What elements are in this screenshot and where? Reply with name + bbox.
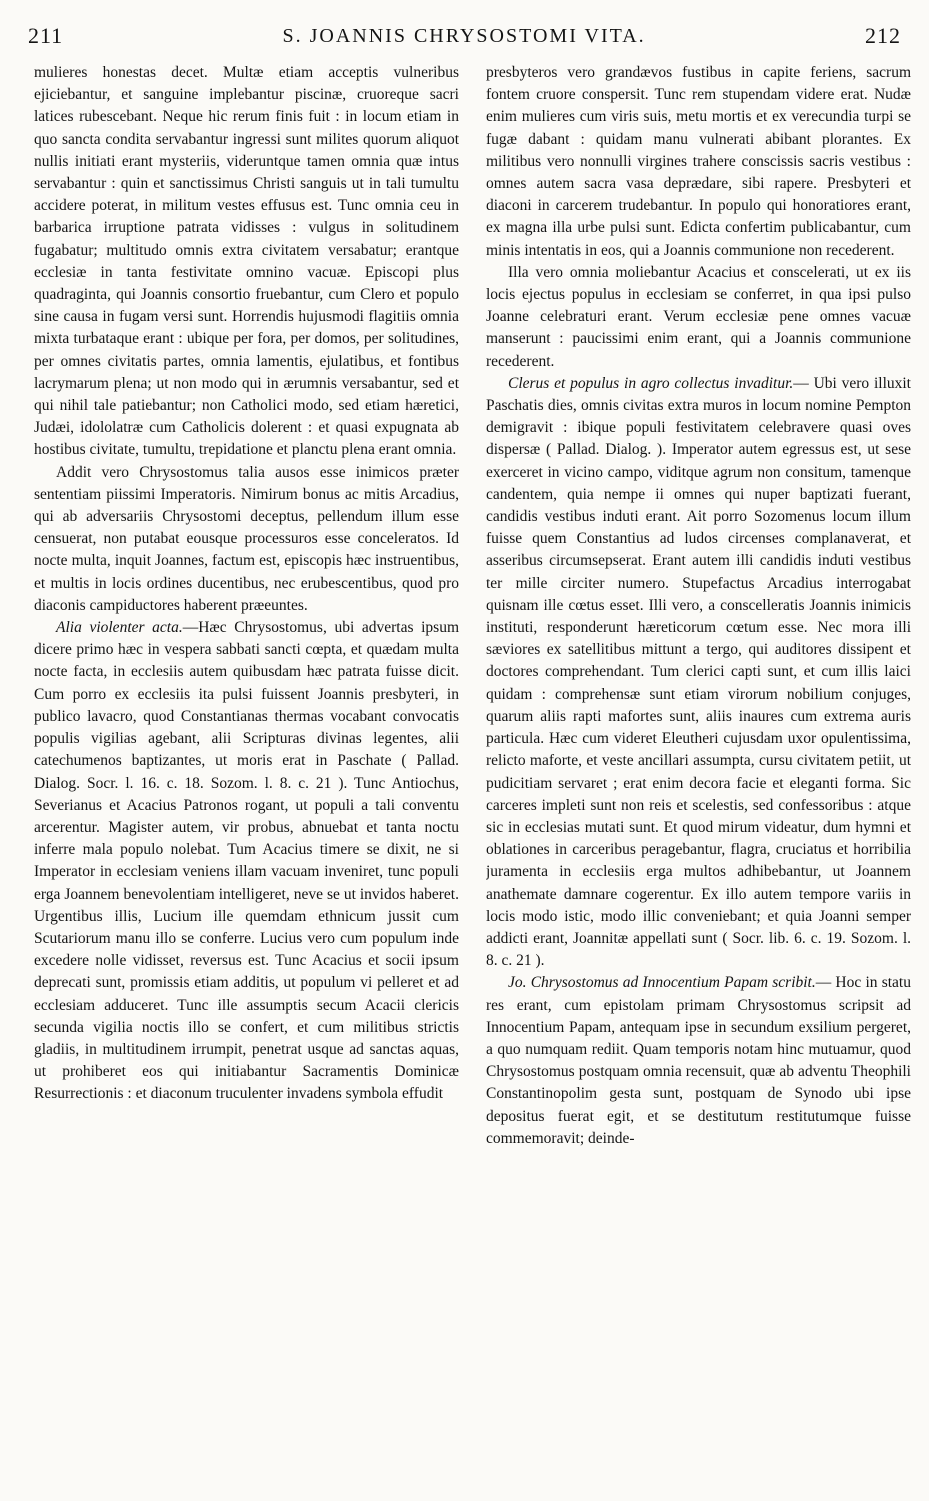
- running-header: [28, 16, 901, 56]
- paragraph-text: —Hæc Chrysostomus, ubi advertas ipsum dicere primo hæc in vespera sabbati sancti cœpta, et quædam multa nocte facta, in ecclesiis autem quibusdam hæc patrata fuisse dicit. Cum porro ex ecclesiis ita pulsi fuissent Joannis presbyteri, in publico lavacro, quod Constantianas thermas vocabant convocatis populis vigilias agebant, alii Scripturas divinas legentes, alii catechumenos baptizantes, ut moris erat in Paschate ( Pallad. Dialog. Socr. l. 16. c. 18. Sozom. l. 8. c. 21 ). Tunc Antiochus, Severianus et Acacius Patronos rogant, ut populi a tali conventu arcerentur. Magister autem, vir probus, abnuebat et tanta noctu inferre mala populo nolebat. Tum Acacius timere se dixit, ne si Imperator in ecclesiam veniens illam vacuam inveniret, tunc populi erga Joannem benevolentiam intelligeret, neve se ut invidos haberet. Urgentibus illis, Lucium ille quemdam ethnicum jussit cum Scutariorum manu illo se conferre. Lucius vero cum populum inde excedere nolle vidisset, reversus est. Tunc Acacius et socii ipsum deprecati sunt, promissis etiam additis, ut populum vi pelleret et ad ecclesiam adduceret. Tunc ille assumptis secum Acacii clericis secunda vigilia noctis illo se confert, et cum militibus strictis gladiis, in multitudinem irrumpit, penetrat usque ad sanctas aquas, ut prohiberet eos qui initiabantur Sacramentis Dominicæ Resurrectionis : et diaconum truculenter invadens symbola effudit: [34, 619, 459, 1103]
- page-number-right: 212: [864, 23, 901, 48]
- left-column: [34, 62, 459, 1490]
- paragraph: [486, 972, 911, 1150]
- right-column: [486, 62, 911, 1490]
- section-heading: Jo. Chrysostomus ad Innocentium Papam scribit.: [508, 974, 816, 992]
- paragraph-text: — Ubi vero illuxit Paschatis dies, omnis civitas extra muros in locum nomine Pempton demigravit : ibique populi festivitatem celebravere quasi oves dispersæ ( Pallad. Dialog. ). Imperator autem egressus est, ut sese exerceret in vicino campo, viditque agrum non consitum, tamenque candentem, quia nempe ii omnes qui nuper baptizati fuerant, candidis vestibus induti erant. Ait porro Sozomenus locum illum fuisse quem Constantius ad ludos circenses complanaverat, et asseribus circumsepserat. Erant autem illi candidis induti vestibus ter mille circiter numero. Stupefactus Arcadius interrogabat quisnam ille cœtus esset. Illi vero, a conscelleratis Joannis inimicis instituti, responderunt hæreticorum cœtum esse. Nec mora illi sæviores ex satellitibus mittunt a tergo, qui auditores dissipent et doctores comprehendant. Tum clerici capti sunt, et cum illis laici quidam : comprehensæ sunt etiam virorum nobilium conjuges, quarum aliis rapti mafortes sunt, aliis inaures cum extrema auris particula. Hæc cum videret Eleutheri cujusdam uxor opulentissima, relicto maforte, et veste ancillari assumpta, cursu civitatem petiit, ut pudicitiam servaret ; erat enim decora facie et eleganti forma. Sic carceres impleti sunt non reis et scelestis, sed confessoribus : atque sic in ecclesias mutati sunt. Et quod mirum videatur, dum hymni et oblationes in carceribus peragebantur, flagra, cruciatus et horribilia juramenta in ecclesiis erga multos adhibebantur, ut Joannem anathemate damnare cogerentur. Ex illo autem tempore variis in locis modo istic, modo illic conveniebant; et quia Joanni semper addicti erant, Joannitæ appellati sunt ( Socr. lib. 6. c. 19. Sozom. l. 8. c. 21 ).: [486, 374, 911, 970]
- paragraph: mulieres honestas decet. Multæ etiam acceptis vulneribus ejiciebantur, et sanguine implebantur piscinæ, cruoreque sacri latices rubescebant. Neque hic rerum finis fuit : in locum etiam in quo sancta condita servabantur ingressi sunt milites quorum aliquot nullis initiati erant mysteriis, videruntque tamen omnia quæ intus servabantur : quin et sanctissimus Christi sanguis ut in tali tumultu accidere poterat, in militum vestes effusus est. Tunc omnia ceu in barbarica irruptione patrata vidisses : vulgus in solitudinem fugabatur; multitudo omnis extra civitatem versabatur; erantque ecclesiæ in tanta festivitate omnino vacuæ. Episcopi plus quadraginta, qui Joannis consortio fruebantur, cum Clero et populo sine causa in fugam versi sunt. Horrendis hujusmodi flagitiis omnia mixta turbataque erant : ubique per fora, per domos, per solitudines, per omnes civitatis partes, omnia lamentis, ejulatibus, et fontibus lacrymarum plena; ut non modo qui in ærumnis versabantur, sed et qui nihil tale patiebantur; non Catholici modo, sed etiam hæretici, Judæi, idololatræ cum Catholicis dolerent : et quasi expugnata ab hostibus civitate, tumultu, trepidatione et planctu plena erant omnia.: [34, 64, 459, 459]
- page-number-left: 211: [28, 23, 64, 48]
- paragraph: [486, 373, 911, 972]
- paragraph-text: — Hoc in statu res erant, cum epistolam primam Chrysostomus scripsit ad Innocentium Papam, antequam ipse in secundum exsilium pergeret, a quo numquam rediit. Quam temporis notam hinc mutuamur, quod Chrysostomus postquam omnia recensuit, quæ ab adventu Theophili Constantinopolim gesta sunt, postquam de Synodo ubi ipse depositus fuerat egit, et se destitutum restitutumque fuisse commemoravit; deinde-: [486, 974, 911, 1147]
- paragraph: Addit vero Chrysostomus talia ausos esse inimicos præter sententiam piissimi Imperatoris. Nimirum bonus ac mitis Arcadius, qui ab adversariis Chrysostomi deceptus, pellendum illum esse censuerat, non putabat eousque processuros esse conceleratos. Id nocte multa, inquit Joannes, factum est, episcopis hæc instruentibus, et multis in locis ordines ducentibus, nec erubescentibus, quod pro diaconis campiductores haberent præeuntes.: [34, 463, 459, 614]
- two-column-body: [34, 62, 911, 1490]
- paragraph: presbyteros vero grandævos fustibus in capite feriens, sacrum fontem cruore conspersit. Tunc rem stupendam videre erat. Nudæ enim mulieres cum viris suis, metu mortis et ex verecundia turpi se fugæ dabant : quidam manu vulnerati abibant plorantes. Ex militibus vero nonnulli virgines trahere conscissis sacris vestibus : omnes autem sacra vasa deprædare, sibi rapere. Presbyteri et diaconi in carcerem trudebantur. In populo qui honoratiores erant, ex magna illa urbe pulsi sunt. Edicta confertim publicabantur, cum minis intentatis in eos, qui a Joannis communione non recederent.: [486, 64, 911, 259]
- paragraph: [34, 617, 459, 1105]
- section-heading: Alia violenter acta.: [56, 619, 183, 637]
- paragraph: Illa vero omnia moliebantur Acacius et conscelerati, ut ex iis locis ejectus populus in ecclesiam se conferret, in qua ipsi pulso Joanne celebraturi erant. Verum ecclesiæ pene omnes vacuæ manserunt : paucissimi enim erant, qui a Joannis communione recederent.: [486, 263, 911, 370]
- running-title: S. JOANNIS CHRYSOSTOMI VITA.: [282, 24, 646, 47]
- section-heading: Clerus et populus in agro collectus invaditur.: [508, 374, 794, 392]
